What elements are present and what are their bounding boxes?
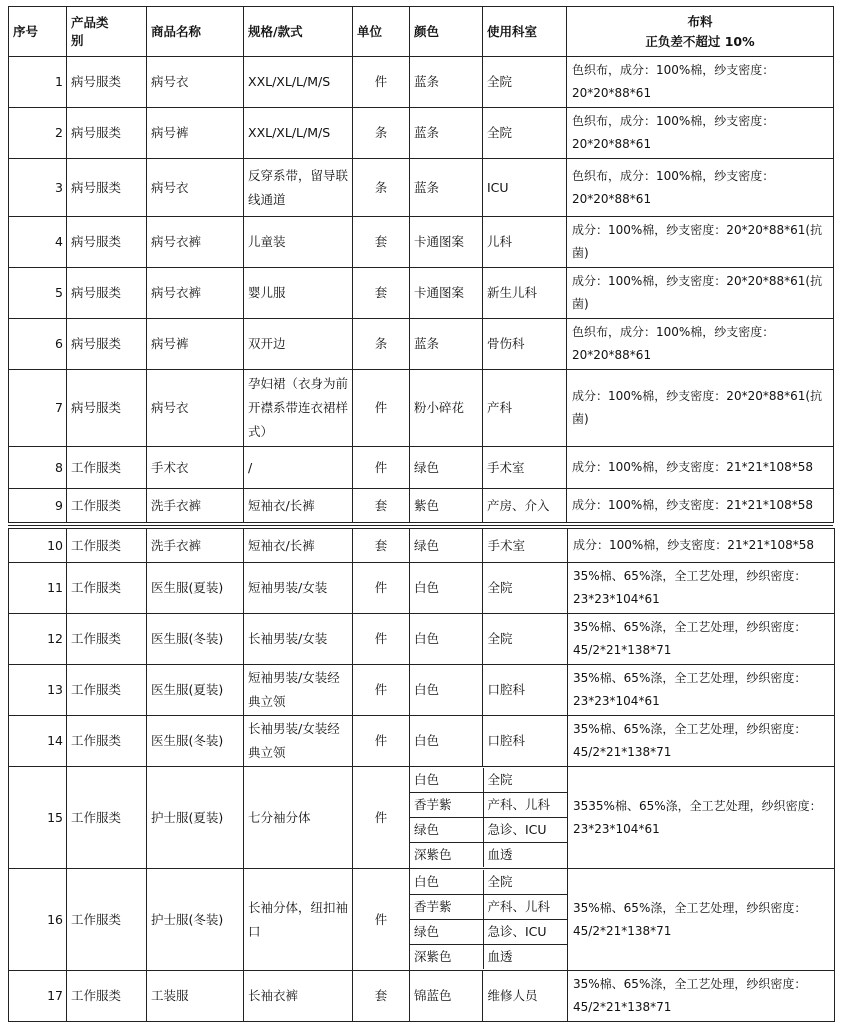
row-spec: 短袖衣/长裤 <box>244 529 353 563</box>
row-unit: 套 <box>353 268 410 319</box>
row-seq: 1 <box>9 57 67 108</box>
table-row <box>9 665 835 716</box>
row-spec: XXL/XL/L/M/S <box>244 108 353 159</box>
sub-row <box>410 945 567 970</box>
row-color: 粉小碎花 <box>410 370 483 447</box>
sub-color: 香芋紫 <box>410 895 483 920</box>
row-color: 绿色 <box>410 447 483 489</box>
row-unit: 件 <box>353 57 410 108</box>
row-name: 工装服 <box>147 971 244 1022</box>
row-spec: 婴儿服 <box>244 268 353 319</box>
row-color: 白色 <box>410 563 483 614</box>
row-fabric: 成分：100%棉，纱支密度：20*20*88*61(抗菌) <box>567 268 834 319</box>
row-category: 工作服类 <box>67 716 147 767</box>
row-seq: 12 <box>9 614 67 665</box>
row-seq: 15 <box>9 767 67 869</box>
product-table-part1 <box>8 6 834 523</box>
sub-row <box>410 920 567 945</box>
row-dept: ICU <box>483 159 567 217</box>
sub-color: 白色 <box>410 870 483 895</box>
row-seq: 5 <box>9 268 67 319</box>
row-dept: 全院 <box>483 563 568 614</box>
row-dept: 全院 <box>483 614 568 665</box>
sub-row <box>410 870 567 895</box>
row-name: 手术衣 <box>147 447 244 489</box>
sub-dept: 产科、儿科 <box>483 895 567 920</box>
sub-dept: 急诊、ICU <box>483 920 567 945</box>
row-seq: 4 <box>9 217 67 268</box>
row-color: 白色 <box>410 716 483 767</box>
row-seq: 13 <box>9 665 67 716</box>
row-fabric: 成分：100%棉，纱支密度：20*20*88*61(抗菌) <box>567 370 834 447</box>
row-name: 病号裤 <box>147 319 244 370</box>
sub-color: 深紫色 <box>410 843 483 868</box>
row-category: 病号服类 <box>67 108 147 159</box>
row-fabric: 成分：100%棉，纱支密度：21*21*108*58 <box>567 447 834 489</box>
table-row <box>9 370 834 447</box>
sub-row <box>410 793 567 818</box>
row-color: 卡通图案 <box>410 217 483 268</box>
row-name: 护士服(夏装) <box>147 767 244 869</box>
row-spec: 短袖男装/女装 <box>244 563 353 614</box>
sub-dept: 急诊、ICU <box>483 818 567 843</box>
row-fabric: 3535%棉、65%涤，全工艺处理，纱织密度：23*23*104*61 <box>568 767 835 869</box>
table-row <box>9 767 835 869</box>
row-name: 病号衣裤 <box>147 268 244 319</box>
row-spec: / <box>244 447 353 489</box>
row-seq: 17 <box>9 971 67 1022</box>
table-row <box>9 159 834 217</box>
row-fabric: 成分：100%棉，纱支密度：20*20*88*61(抗菌) <box>567 217 834 268</box>
row-unit: 件 <box>353 869 410 971</box>
table-row <box>9 57 834 108</box>
color-dept-subtable <box>410 768 567 867</box>
row-name: 医生服(夏装) <box>147 665 244 716</box>
row-dept: 产科 <box>483 370 567 447</box>
row-category: 工作服类 <box>67 489 147 523</box>
row-category: 病号服类 <box>67 159 147 217</box>
row-category: 病号服类 <box>67 217 147 268</box>
row-spec: 短袖衣/长裤 <box>244 489 353 523</box>
sub-dept: 产科、儿科 <box>483 793 567 818</box>
row-dept: 口腔科 <box>483 665 568 716</box>
row-fabric: 35%棉、65%涤，全工艺处理，纱织密度：23*23*104*61 <box>568 665 835 716</box>
row-dept: 儿科 <box>483 217 567 268</box>
row-seq: 11 <box>9 563 67 614</box>
header-fabric-title: 布料 <box>687 13 713 29</box>
table-row <box>9 971 835 1022</box>
table-body-part2 <box>9 529 835 1022</box>
row-fabric: 35%棉、65%涤，全工艺处理，纱织密度：45/2*21*138*71 <box>568 869 835 971</box>
row-category: 病号服类 <box>67 319 147 370</box>
row-name: 医生服(冬装) <box>147 716 244 767</box>
row-unit: 条 <box>353 108 410 159</box>
table-row <box>9 217 834 268</box>
row-category: 病号服类 <box>67 57 147 108</box>
row-unit: 件 <box>353 370 410 447</box>
row-color: 卡通图案 <box>410 268 483 319</box>
table-header-row <box>9 7 834 57</box>
row-unit: 套 <box>353 217 410 268</box>
sub-row <box>410 843 567 868</box>
row-unit: 件 <box>353 767 410 869</box>
row-color: 紫色 <box>410 489 483 523</box>
row-category: 工作服类 <box>67 665 147 716</box>
row-spec: 长袖衣裤 <box>244 971 353 1022</box>
row-category: 工作服类 <box>67 971 147 1022</box>
table-row <box>9 563 835 614</box>
row-spec: 双开边 <box>244 319 353 370</box>
row-unit: 条 <box>353 159 410 217</box>
row-color: 蓝条 <box>410 159 483 217</box>
row-spec: 反穿系带，留导联线通道 <box>244 159 353 217</box>
header-fabric <box>567 7 834 57</box>
table-row <box>9 108 834 159</box>
row-category: 工作服类 <box>67 529 147 563</box>
row-dept: 全院 <box>483 57 567 108</box>
row-color: 锦蓝色 <box>410 971 483 1022</box>
row-color: 白色 <box>410 614 483 665</box>
row-name: 医生服(冬装) <box>147 614 244 665</box>
sub-dept: 全院 <box>483 870 567 895</box>
row-color: 蓝条 <box>410 319 483 370</box>
row-fabric: 成分：100%棉，纱支密度：21*21*108*58 <box>568 529 835 563</box>
sub-dept: 血透 <box>487 847 513 862</box>
row-seq: 6 <box>9 319 67 370</box>
row-fabric: 35%棉、65%涤，全工艺处理，纱织密度：23*23*104*61 <box>568 563 835 614</box>
row-spec: 长袖男装/女装 <box>244 614 353 665</box>
row-dept: 新生儿科 <box>483 268 567 319</box>
row-unit: 件 <box>353 665 410 716</box>
row-spec: 长袖男装/女装经典立领 <box>244 716 353 767</box>
row-color-dept-group <box>410 767 568 869</box>
color-dept-subtable <box>410 870 567 969</box>
row-dept: 维修人员 <box>483 971 568 1022</box>
row-fabric: 色织布，成分：100%棉，纱支密度：20*20*88*61 <box>567 57 834 108</box>
row-dept: 口腔科 <box>483 716 568 767</box>
sub-row <box>410 895 567 920</box>
product-table-part2 <box>8 528 835 1022</box>
header-spec: 规格/款式 <box>244 7 353 57</box>
row-name: 洗手衣裤 <box>147 489 244 523</box>
row-name: 病号裤 <box>147 108 244 159</box>
row-unit: 套 <box>353 489 410 523</box>
row-dept: 产房、介入 <box>483 489 567 523</box>
header-fabric-sub: 正负差不超过 10% <box>645 33 755 49</box>
row-spec: 短袖男装/女装经典立领 <box>244 665 353 716</box>
header-dept: 使用科室 <box>483 7 567 57</box>
sub-color: 香芋紫 <box>410 793 483 818</box>
row-unit: 件 <box>353 563 410 614</box>
row-seq: 7 <box>9 370 67 447</box>
table-row <box>9 447 834 489</box>
row-name: 病号衣 <box>147 57 244 108</box>
row-seq: 10 <box>9 529 67 563</box>
row-fabric: 35%棉、65%涤，全工艺处理，纱织密度：45/2*21*138*71 <box>568 971 835 1022</box>
row-color: 白色 <box>410 665 483 716</box>
row-spec: 长袖分体，纽扣袖口 <box>244 869 353 971</box>
sub-color: 绿色 <box>410 818 483 843</box>
row-dept: 骨伤科 <box>483 319 567 370</box>
row-fabric: 色织布，成分：100%棉，纱支密度：20*20*88*61 <box>567 159 834 217</box>
header-unit: 单位 <box>353 7 410 57</box>
row-spec: 七分袖分体 <box>244 767 353 869</box>
table-body-part1 <box>9 57 834 523</box>
row-dept: 手术室 <box>483 447 567 489</box>
row-seq: 9 <box>9 489 67 523</box>
header-name: 商品名称 <box>147 7 244 57</box>
sub-color: 白色 <box>410 768 483 793</box>
row-unit: 件 <box>353 716 410 767</box>
sub-dept: 全院 <box>483 768 567 793</box>
sub-row <box>410 768 567 793</box>
row-dept: 全院 <box>483 108 567 159</box>
row-name: 医生服(夏装) <box>147 563 244 614</box>
row-name: 病号衣 <box>147 370 244 447</box>
row-spec: XXL/XL/L/M/S <box>244 57 353 108</box>
row-seq: 8 <box>9 447 67 489</box>
row-color-dept-group <box>410 869 568 971</box>
table-row <box>9 489 834 523</box>
row-color: 蓝条 <box>410 108 483 159</box>
table-row <box>9 614 835 665</box>
row-color: 绿色 <box>410 529 483 563</box>
table-row <box>9 268 834 319</box>
table-row <box>9 869 835 971</box>
row-name: 护士服(冬装) <box>147 869 244 971</box>
header-color: 颜色 <box>410 7 483 57</box>
row-unit: 套 <box>353 971 410 1022</box>
row-unit: 件 <box>353 614 410 665</box>
header-seq: 序号 <box>9 7 67 57</box>
header-category <box>67 7 147 57</box>
row-category: 工作服类 <box>67 614 147 665</box>
sub-color: 绿色 <box>410 920 483 945</box>
row-seq: 14 <box>9 716 67 767</box>
row-seq: 3 <box>9 159 67 217</box>
row-seq: 2 <box>9 108 67 159</box>
row-fabric: 色织布，成分：100%棉，纱支密度：20*20*88*61 <box>567 319 834 370</box>
table-row <box>9 319 834 370</box>
row-category: 病号服类 <box>67 370 147 447</box>
row-unit: 条 <box>353 319 410 370</box>
row-dept: 手术室 <box>483 529 568 563</box>
row-spec: 儿童装 <box>244 217 353 268</box>
row-fabric: 成分：100%棉，纱支密度：21*21*108*58 <box>567 489 834 523</box>
row-category: 工作服类 <box>67 869 147 971</box>
row-category: 病号服类 <box>67 268 147 319</box>
row-fabric: 色织布，成分：100%棉，纱支密度：20*20*88*61 <box>567 108 834 159</box>
row-category: 工作服类 <box>67 563 147 614</box>
row-fabric: 35%棉、65%涤，全工艺处理，纱织密度：45/2*21*138*71 <box>568 716 835 767</box>
row-category: 工作服类 <box>67 767 147 869</box>
row-unit: 件 <box>353 447 410 489</box>
row-name: 病号衣 <box>147 159 244 217</box>
row-unit: 套 <box>353 529 410 563</box>
header-category-text: 产品类别 <box>71 14 109 48</box>
sub-color: 深紫色 <box>410 945 483 970</box>
row-seq: 16 <box>9 869 67 971</box>
row-name: 洗手衣裤 <box>147 529 244 563</box>
row-fabric: 35%棉、65%涤，全工艺处理，纱织密度：45/2*21*138*71 <box>568 614 835 665</box>
row-name: 病号衣裤 <box>147 217 244 268</box>
sub-row <box>410 818 567 843</box>
row-color: 蓝条 <box>410 57 483 108</box>
table-row <box>9 529 835 563</box>
table-row <box>9 716 835 767</box>
row-spec: 孕妇裙（衣身为前开襟系带连衣裙样式） <box>244 370 353 447</box>
row-category: 工作服类 <box>67 447 147 489</box>
sub-dept: 血透 <box>487 949 513 964</box>
